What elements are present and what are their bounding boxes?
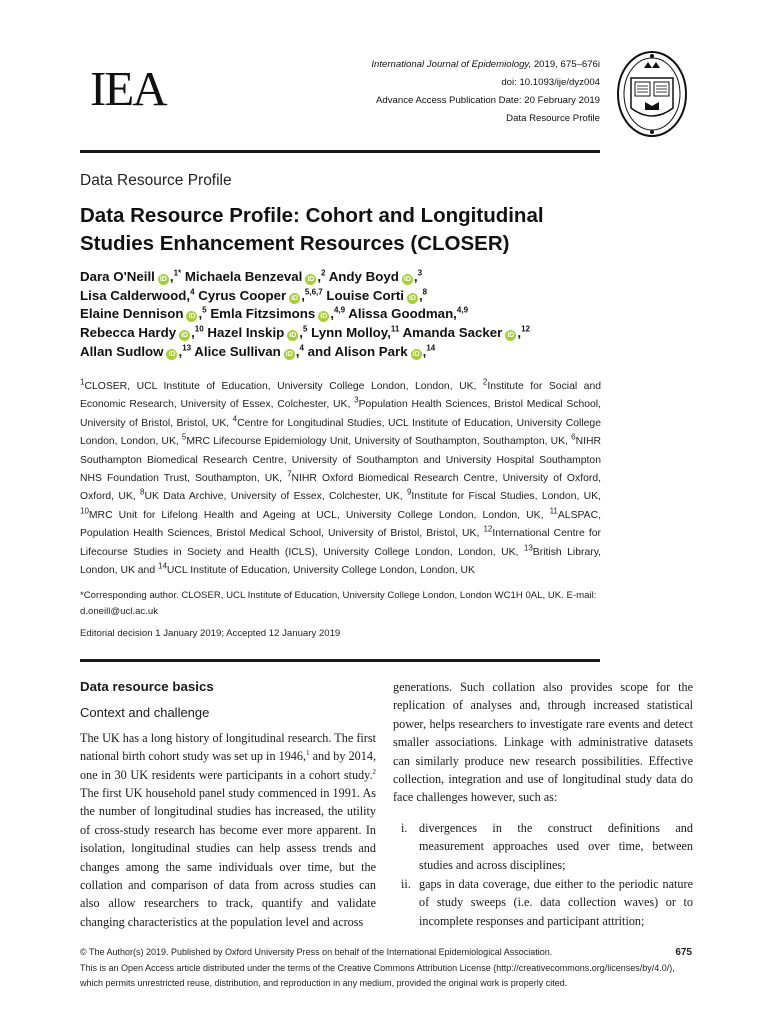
author-name: [80, 288, 195, 303]
orcid-icon[interactable]: iD: [320, 313, 328, 321]
header-divider: [80, 150, 600, 153]
author-name: and Alison Park iD ,$^{14}$: [307, 343, 436, 359]
list-item-text: divergences in the construct definitions and measurement approaches used over time, between studies and across disciplines;: [419, 820, 693, 872]
orcid-icon[interactable]: iD: [307, 276, 315, 283]
author-name-text: Elaine Dennison: [80, 306, 184, 322]
page-number: 675: [675, 947, 692, 958]
body-text-part: and by 2014, one in 30 UK residents were participants in a cohort study.: [80, 749, 376, 782]
list-item-number: i.: [401, 820, 408, 835]
iea-logo: IEA: [90, 61, 166, 116]
author-name: Rebecca Hardy iD ,$^{10}$: [80, 324, 204, 341]
journal-info: [371, 56, 600, 128]
affiliation-text: NIHR Oxford Biomedical Research Centre, University of Oxford, Oxford, UK,: [80, 473, 602, 503]
author-name: Alice Sullivan iD ,$^4$: [194, 343, 304, 359]
page-footer: [80, 944, 692, 990]
affiliation-marker: 4,9: [456, 305, 469, 315]
affiliation-text: International Centre for Lifecourse Studies in Society and Health (ICLS), University College London, London, UK,: [80, 528, 601, 558]
copyright-notice: © The Author(s) 2019. Published by Oxford University Press on behalf of the International Epidemiological Association.: [80, 947, 553, 957]
author-name-text: Alice Sullivan: [194, 343, 281, 359]
orcid-icon[interactable]: iD: [181, 332, 189, 340]
affiliation-marker: 14: [426, 343, 436, 353]
affiliation-number: 10: [80, 506, 89, 516]
author-name-text: Cyrus Cooper: [198, 287, 287, 303]
affiliation-text: UK Data Archive, University of Essex, Colchester, UK,: [144, 491, 407, 503]
affiliation-number: 4: [232, 414, 238, 424]
affiliations: [80, 378, 601, 580]
right-column: [393, 678, 693, 931]
affiliation-text: Population Health Sciences, Bristol Medical School, University of Bristol, Bristol, UK,: [80, 399, 601, 429]
author-name-text: Louise Corti: [326, 287, 404, 303]
section-label: Data Resource Profile: [80, 172, 232, 189]
body-text-part: The UK has a long history of longitudinal research. The first national birth cohort study was set up in 1946,: [80, 730, 376, 764]
affiliation-marker: 10: [194, 324, 204, 334]
citation-ref[interactable]: 1: [306, 749, 310, 758]
orcid-icon[interactable]: iD: [403, 276, 411, 283]
left-column: [80, 678, 376, 931]
author-name-text: Amanda Sacker: [402, 325, 503, 341]
author-name: Dara O'Neill iD ,$^{1*}$: [80, 268, 182, 284]
author-name: Allan Sudlow iD ,$^{13}$: [80, 343, 192, 359]
orcid-icon[interactable]: iD: [289, 332, 297, 340]
author-name: [311, 325, 399, 340]
affiliation-number: 11: [549, 506, 558, 516]
author-name-text: Lisa Calderwood,: [80, 287, 191, 303]
author-list: [80, 268, 610, 362]
affiliation-number: 2: [482, 377, 488, 387]
author-name-text: Alissa Goodman,: [348, 306, 457, 322]
affiliation-text: British Library, London, UK and: [80, 546, 602, 577]
list-item-text: gaps in data coverage, due either to the periodic nature of study sweeps (i.e. data collection waves) or to incomplete responses and participant attrition;: [419, 877, 693, 928]
author-name: [348, 306, 468, 321]
affiliation-marker: 5: [302, 324, 308, 334]
affiliation-marker: 5: [202, 305, 207, 315]
author-name: Hazel Inskip iD ,$^5$: [207, 324, 308, 341]
author-name-text: and Alison Park: [307, 343, 408, 359]
affiliation-number: 7: [287, 469, 292, 479]
affiliation-number: 8: [140, 487, 145, 497]
author-name: Cyrus Cooper iD ,$^{5,6,7}$: [198, 287, 323, 303]
affiliation-number: 6: [571, 432, 576, 442]
subsection-heading: Context and challenge: [80, 705, 210, 721]
affiliation-marker: 3: [417, 268, 423, 278]
author-name-text: Hazel Inskip: [207, 325, 285, 341]
affiliation-marker: 4,9: [333, 305, 346, 315]
orcid-icon[interactable]: iD: [408, 294, 416, 302]
author-name: Emla Fitzsimons iD ,$^{4,9}$: [210, 305, 346, 322]
affiliation-text: Institute for Social and Economic Research, University of Essex, Colchester, UK,: [80, 381, 602, 411]
corresponding-author: *Corresponding author. CLOSER, UCL Institute of Education, University College London, London WC1H 0AL, UK. E-mail: d.oneill@ucl.ac.uk: [80, 590, 597, 617]
orcid-icon[interactable]: iD: [507, 332, 515, 340]
journal-name: International Journal of Epidemiology,: [371, 59, 532, 70]
orcid-icon[interactable]: iD: [168, 350, 176, 358]
challenge-list: [393, 819, 693, 930]
orcid-icon[interactable]: iD: [412, 350, 420, 358]
affiliation-marker: 2: [321, 268, 326, 278]
affiliation-number: 12: [483, 524, 493, 534]
author-name-text: Rebecca Hardy: [80, 325, 177, 341]
author-name: Amanda Sacker iD ,$^{12}$: [402, 324, 530, 341]
author-name-text: Michaela Benzeval: [184, 269, 303, 284]
affiliation-marker: 8: [422, 287, 428, 297]
affiliation-marker: 11: [390, 324, 400, 334]
author-name: Elaine Dennison iD ,$^5$: [80, 305, 207, 322]
list-item: [393, 875, 693, 930]
article-type: Data Resource Profile: [506, 113, 600, 124]
affiliation-text: MRC Lifecourse Epidemiology Unit, University of Southampton, Southampton, UK,: [186, 436, 572, 448]
doi[interactable]: doi: 10.1093/ije/dyz004: [501, 77, 600, 88]
affiliation-text: ALSPAC, Population Health Sciences, Bristol Medical School, University of Bristol, Bristol, UK,: [80, 509, 601, 540]
page-header: [0, 0, 770, 150]
editorial-dates: Editorial decision 1 January 2019; Accepted 12 January 2019: [80, 628, 341, 639]
affiliation-marker: 4: [299, 343, 304, 353]
publication-date: Advance Access Publication Date: 20 February 2019: [376, 95, 600, 106]
affiliation-number: 3: [354, 395, 359, 405]
orcid-icon[interactable]: iD: [291, 294, 299, 302]
affiliation-marker: 5,6,7: [304, 287, 323, 297]
list-item: [393, 819, 693, 874]
affiliation-number: 1: [80, 377, 85, 387]
author-name-text: Emla Fitzsimons: [210, 306, 316, 322]
journal-year-pages: 2019, 675–676i: [533, 59, 600, 70]
body-paragraph: [80, 729, 376, 931]
affiliation-marker: 13: [182, 343, 192, 353]
citation-ref[interactable]: 2: [372, 767, 376, 776]
affiliation-text: CLOSER, UCL Institute of Education, University College London, London, UK,: [84, 381, 483, 392]
affiliation-text: Centre for Longitudinal Studies, UCL Institute of Education, University College London, London, UK,: [80, 417, 601, 448]
affiliation-text: MRC Unit for Lifelong Health and Ageing at UCL, University College London, London, UK,: [88, 509, 550, 521]
oxford-university-press-seal-icon: [615, 48, 689, 140]
affiliation-marker: 12: [521, 324, 530, 334]
section-heading: Data resource basics: [80, 679, 214, 694]
body-text-part: The first UK household panel study commenced in 1991. As the number of longitudinal studies has increased, the utility of cross-study research has become ever more apparent. In isolation, longitudinal studies can help assess trends and changes among the same individuals over time, but the collation and comparison of data from across studies can also allow researchers to track, quantify and validate changing characteristics at the population level and across: [80, 786, 376, 929]
affiliation-marker: 1*: [173, 268, 182, 278]
license-notice: This is an Open Access article distributed under the terms of the Creative Commons Attribution License (http://creativecommons.org/licenses/by/4.0/), which permits unrestricted reuse, distribution, and reproduction in any medium, provided the original work is properly cited.: [80, 963, 675, 988]
author-name: Andy Boyd iD ,$^3$: [328, 268, 423, 284]
author-name-text: Dara O'Neill: [80, 269, 155, 284]
orcid-icon[interactable]: iD: [285, 350, 293, 358]
body-paragraph: generations. Such collation also provides scope for the replication of analyses and, through increased statistical power, helps researchers to investigate rare events and detect smaller associations. Linkage with administrative datasets can similarly produce new research possibilities. Effective collection, integration and use of longitudinal study data do face challenges however, such as:: [393, 680, 693, 805]
author-name: Louise Corti iD ,$^8$: [326, 287, 428, 303]
affiliation-number: 14: [158, 561, 167, 571]
author-name-text: Lynn Molloy,: [311, 325, 391, 341]
affiliation-number: 13: [523, 543, 533, 553]
author-name-text: Allan Sudlow: [80, 343, 164, 359]
journal-citation: [371, 56, 600, 74]
affiliation-text: NIHR Southampton Biomedical Research Centre, University of Southampton and University Hospital Southampton NHS Foundation Trust, Southampton, UK,: [80, 436, 601, 485]
affiliation-marker: 4: [190, 287, 195, 297]
orcid-icon[interactable]: iD: [188, 313, 196, 321]
author-name-text: Andy Boyd: [328, 269, 399, 284]
abstract-divider: [80, 659, 600, 662]
orcid-icon[interactable]: iD: [159, 276, 167, 283]
author-name: Michaela Benzeval iD ,$^2$: [184, 268, 326, 284]
affiliation-number: 9: [406, 487, 412, 497]
affiliation-text: UCL Institute of Education, University College London, London, UK: [166, 565, 475, 577]
affiliation-number: 5: [181, 432, 187, 442]
article-title: Data Resource Profile: Cohort and Longitudinal Studies Enhancement Resources (CLOSER): [80, 204, 544, 255]
list-item-number: ii.: [401, 877, 411, 892]
affiliation-text: Institute for Fiscal Studies, London, UK,: [411, 491, 601, 503]
